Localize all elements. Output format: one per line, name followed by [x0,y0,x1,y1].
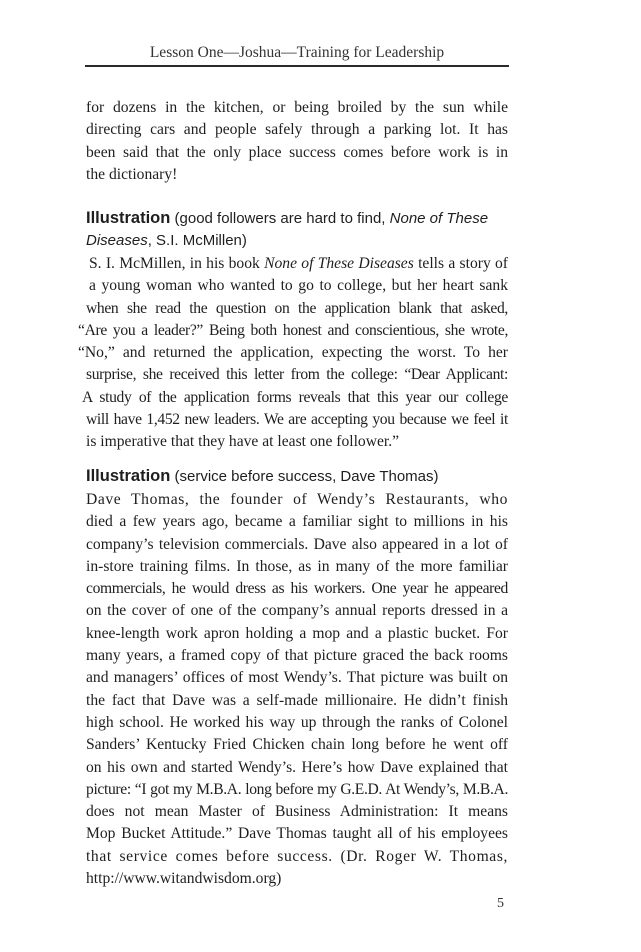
text-line: when she read the question on the application blank that asked, [86,299,508,317]
text-line: high school. He worked his way up through the ranks of Colonel [86,713,508,731]
text-line: on the cover of one of the company’s annual reports dressed in a [86,602,508,620]
illustration-1-body [78,253,509,454]
text-line: is imperative that they have at least one follower.” [86,433,400,451]
text-line: company’s television commercials. Dave also appeared in a lot of [86,535,508,553]
text-line: Sanders’ Kentucky Fried Chicken chain long before he went off [86,736,508,754]
text-line: does not mean Master of Business Administration: It means [86,803,508,821]
text-line: Dave Thomas, the founder of Wendy’s Restaurants, who [86,491,508,508]
page-number: 5 [497,896,504,911]
text-line: Mop Bucket Attitude.” Dave Thomas taught all of his employees [86,825,508,843]
source-url: http://www.witandwisdom.org) [86,870,282,888]
illustration-2-heading [86,465,508,488]
heading-detail: (good followers are hard to find, [170,210,390,227]
text-line: the dictionary! [86,165,178,183]
text-line [89,253,508,275]
text-line: a young woman who wanted to go to college, but her heart sank [89,277,508,295]
text-span: S. I. McMillen, in his book [89,255,265,272]
text-line: directing cars and people safely through a parking lot. It has [86,121,508,139]
heading-detail: (service before success, Dave Thomas) [170,468,439,485]
text-line: A study of the application forms reveals that this year our college [82,388,508,406]
text-line: many years, a framed copy of that picture graced the back rooms [86,647,508,665]
header-rule [85,65,509,67]
text-line: commercials, he would dress as his workers. One year he appeared [86,580,508,598]
text-line: knee-length work apron holding a mop and a plastic bucket. For [86,624,508,642]
text-line: “No,” and returned the application, expecting the worst. To her [78,344,508,362]
text-line: in-store training films. In those, as in many of the more familiar [86,557,508,575]
text-line: died a few years ago, became a familiar sight to millions in his [86,513,508,531]
illustration-1-heading [86,207,508,252]
heading-keyword: Illustration [86,467,171,485]
text-line: that service comes before success. (Dr. Roger W. Thomas, [86,847,508,865]
text-line: been said that the only place success comes before work is in [86,143,508,161]
illustration-2-body [86,489,508,890]
heading-author: , S.I. McMillen) [147,232,247,249]
running-header: Lesson One—Joshua—Training for Leadership [149,44,445,61]
text-line: “Are you a leader?” Being both honest and conscientious, she wrote, [78,321,508,339]
book-title: None of These [389,210,489,227]
text-line: the fact that Dave was a self-made millionaire. He didn’t finish [86,691,508,709]
text-line: will have 1,452 new leaders. We are accepting you because we feel it [86,411,508,429]
heading-keyword: Illustration [86,209,171,227]
intro-paragraph [86,97,508,186]
text-line: picture: “I got my M.B.A. long before my G.E.D. At Wendy’s, M.B.A. [86,780,508,798]
book-title: Diseases [86,232,148,249]
book-title: None of These Diseases [264,255,414,272]
text-line: on his own and started Wendy’s. Here’s how Dave explained that [86,758,508,776]
text-span: tells a story of [413,255,509,272]
text-line: for dozens in the kitchen, or being broiled by the sun while [86,99,508,116]
text-line: and managers’ offices of most Wendy’s. That picture was built on [86,669,508,687]
text-line: surprise, she received this letter from the college: “Dear Applicant: [86,366,508,384]
